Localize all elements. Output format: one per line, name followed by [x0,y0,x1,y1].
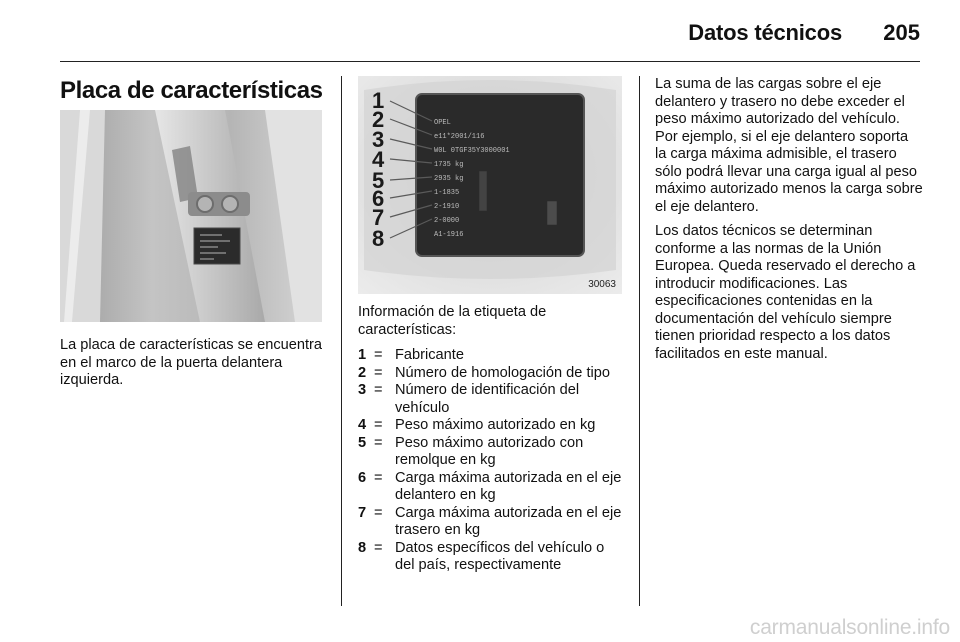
plate-line: 2935 kg [434,175,464,183]
legend-equals: = [374,469,383,486]
legend-item [358,417,626,435]
callout-8: 8 [372,226,385,251]
column-divider-left [341,76,342,606]
plate-location-text: La placa de características se encuentra en el marco de la puerta delantera izquierda. [60,337,323,388]
plate-line: 2-0000 [434,217,460,225]
label-info-intro: Información de la etiqueta de características: [358,304,547,338]
legend-item [358,470,626,505]
callout-3: 3 [372,127,385,152]
door-frame-photo [60,110,322,322]
legend-description: Datos específicos del vehículo o del país, respectivamente [395,539,605,573]
watermark: carmanualsonline.info [749,616,950,639]
legend-description: Peso máximo autorizado en kg [395,417,596,433]
technical-notes [655,76,923,370]
plate-line: W0L 0TGF35Y3000001 [434,147,510,155]
legend-description: Fabricante [395,347,464,363]
legend-item [358,540,626,575]
identification-plate-photo [358,76,622,294]
figure-number: 30063 [588,279,616,290]
page-header [60,0,920,62]
legend-number: 1 [358,347,367,363]
legend-number: 3 [358,382,367,398]
header-title: Datos técnicos [688,20,842,45]
plate-line: 1735 kg [434,161,464,169]
legend-number: 2 [358,364,367,381]
legend-number: 7 [358,504,367,521]
legend-description: Carga máxima autorizada en el eje delantero en kg [395,469,622,503]
legend-number: 8 [358,539,367,556]
callout-7: 7 [372,205,385,230]
eu-standards-paragraph: Los datos técnicos se determinan conforme a las normas de la Unión Europea. Queda reservado el derecho a introducir modificaciones. Las especificaciones contenidas en la documentación del vehículo siempre tienen prioridad respecto a los datos facilitados en este manual. [655,223,916,362]
callout-2: 2 [372,107,385,132]
legend-equals: = [374,364,383,381]
callout-6: 6 [372,186,385,211]
legend-number: 4 [358,417,367,433]
legend-equals: = [374,504,383,521]
column-divider-right [639,76,640,606]
legend-description: Número de homologación de tipo [395,364,610,381]
legend-description: Carga máxima autorizada en el eje trasero en kg [395,504,622,538]
legend-equals: = [374,434,383,451]
legend-number: 5 [358,434,367,451]
axle-load-paragraph: La suma de las cargas sobre el eje delantero y trasero no debe exceder el peso máximo autorizado del vehículo. Por ejemplo, si el eje delantero soporta la carga máxima admisible, el trasero sólo podrá llevar una carga igual al peso máximo autorizado menos la carga sobre el eje delantero. [655,76,923,215]
legend-description: Número de identificación del vehículo [395,382,580,416]
legend-item [358,435,626,470]
page-number: 205 [883,20,920,45]
plate-line: 1-1835 [434,189,460,197]
legend-equals: = [374,417,383,433]
section-title: Placa de características [60,77,323,104]
legend-equals: = [374,539,383,556]
callout-legend [358,347,626,575]
legend-item [358,382,626,417]
legend-item [358,365,626,383]
legend-description: Peso máximo autorizado con remolque en kg [395,434,584,468]
legend-equals: = [374,382,383,398]
callout-1: 1 [372,88,385,113]
legend-item [358,347,626,365]
plate-line: 2-1910 [434,203,460,211]
plate-line: OPEL [434,119,451,127]
plate-line: A1-1916 [434,231,464,239]
legend-equals: = [374,347,383,363]
callout-4: 4 [372,147,385,172]
legend-number: 6 [358,469,367,486]
plate-line: e11*2001/116 [434,133,485,141]
legend-item [358,505,626,540]
callout-5: 5 [372,168,385,193]
